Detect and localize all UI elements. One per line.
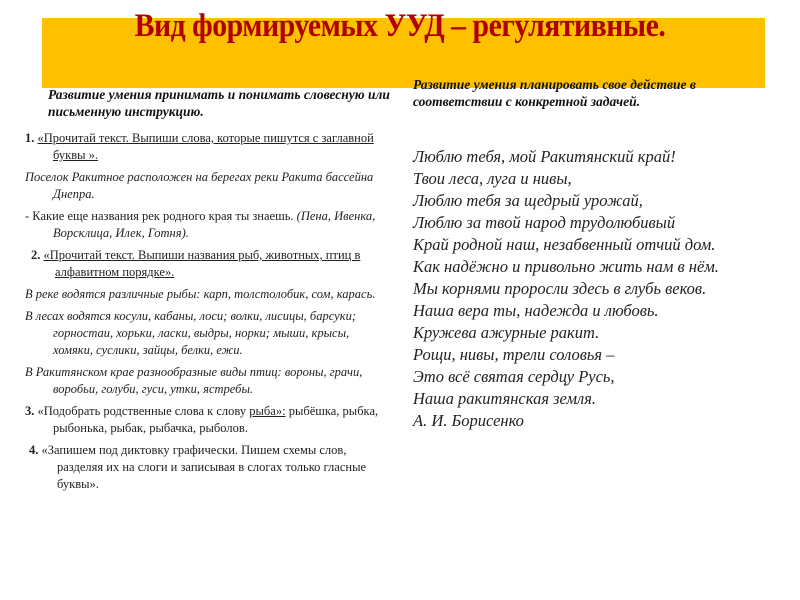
question-text: - Какие еще названия рек родного края ты знаешь.	[25, 209, 294, 223]
task-answer: рыбёшка, рыбка, рыбонька, рыбак, рыбачка, рыболов.	[53, 404, 379, 435]
poem-line: Твои леса, луга и нивы,	[413, 169, 572, 188]
right-subtitle: Развитие умения планировать свое действие в соответствии с конкретной задачей.	[413, 77, 696, 109]
task-3	[25, 403, 390, 437]
task-number: 4.	[29, 443, 42, 457]
question	[25, 208, 390, 242]
poem-line: Люблю тебя за щедрый урожай,	[413, 191, 643, 210]
poem-author: А. И. Борисенко	[413, 411, 524, 430]
slide-title: Вид формируемых УУД – регулятивные.	[134, 8, 666, 44]
task-text: «Подобрать родственные слова к слову	[37, 404, 250, 418]
passage-animals: В лесах водятся косули, кабаны, лоси; волки, лисицы, барсуки; горностаи, хорьки, ласки, выдры, норки; мыши, крысы, хомяки, суслики, зайцы, белки, ежи.	[25, 309, 356, 357]
poem-line: Кружева ажурные ракит.	[413, 323, 600, 342]
task-text: «Прочитай текст. Выпиши слова, которые пишутся с заглавной буквы ».	[37, 131, 374, 162]
task-number: 3.	[25, 404, 38, 418]
task-1	[25, 130, 390, 164]
task-2	[25, 247, 390, 281]
poem-line: Наша вера ты, надежда и любовь.	[413, 301, 659, 320]
poem	[413, 146, 773, 432]
poem-line: Люблю за твой народ трудолюбивый	[413, 213, 676, 232]
task-word: рыба»:	[249, 404, 286, 418]
poem-line: Мы корнями проросли здесь в глубь веков.	[413, 279, 707, 298]
passage-birds: В Ракитянском крае разнообразные виды птиц: вороны, грачи, воробьи, голуби, гуси, утки, ястребы.	[25, 365, 363, 396]
task-number: 2.	[31, 248, 44, 262]
poem-line: Это всё святая сердцу Русь,	[413, 367, 615, 386]
poem-line: Люблю тебя, мой Ракитянский край!	[413, 147, 676, 166]
task-text: «Прочитай текст. Выпиши названия рыб, животных, птиц в алфавитном порядке».	[43, 248, 361, 279]
left-subtitle: Развитие умения принимать и понимать словесную или письменную инструкцию.	[48, 87, 390, 119]
poem-line: Край родной наш, незабвенный отчий дом.	[413, 235, 716, 254]
passage-fish: В реке водятся различные рыбы: карп, толстолобик, сом, карась.	[25, 287, 376, 301]
poem-line: Наша ракитянская земля.	[413, 389, 596, 408]
task-text: «Запишем под диктовку графически. Пишем схемы слов, разделяя их на слоги и записывая в слогах только гласные буквы».	[41, 443, 367, 491]
question-answer: (Пена, Ивенка, Ворсклица, Илек, Готня).	[53, 209, 376, 240]
poem-line: Как надёжно и привольно жить нам в нём.	[413, 257, 719, 276]
task-4	[25, 442, 390, 493]
passage-rakitnoe: Поселок Ракитное расположен на берегах реки Ракита бассейна Днепра.	[25, 170, 374, 201]
task-number: 1.	[25, 131, 38, 145]
poem-line: Рощи, нивы, трели соловья –	[413, 345, 615, 364]
left-column	[25, 130, 390, 498]
